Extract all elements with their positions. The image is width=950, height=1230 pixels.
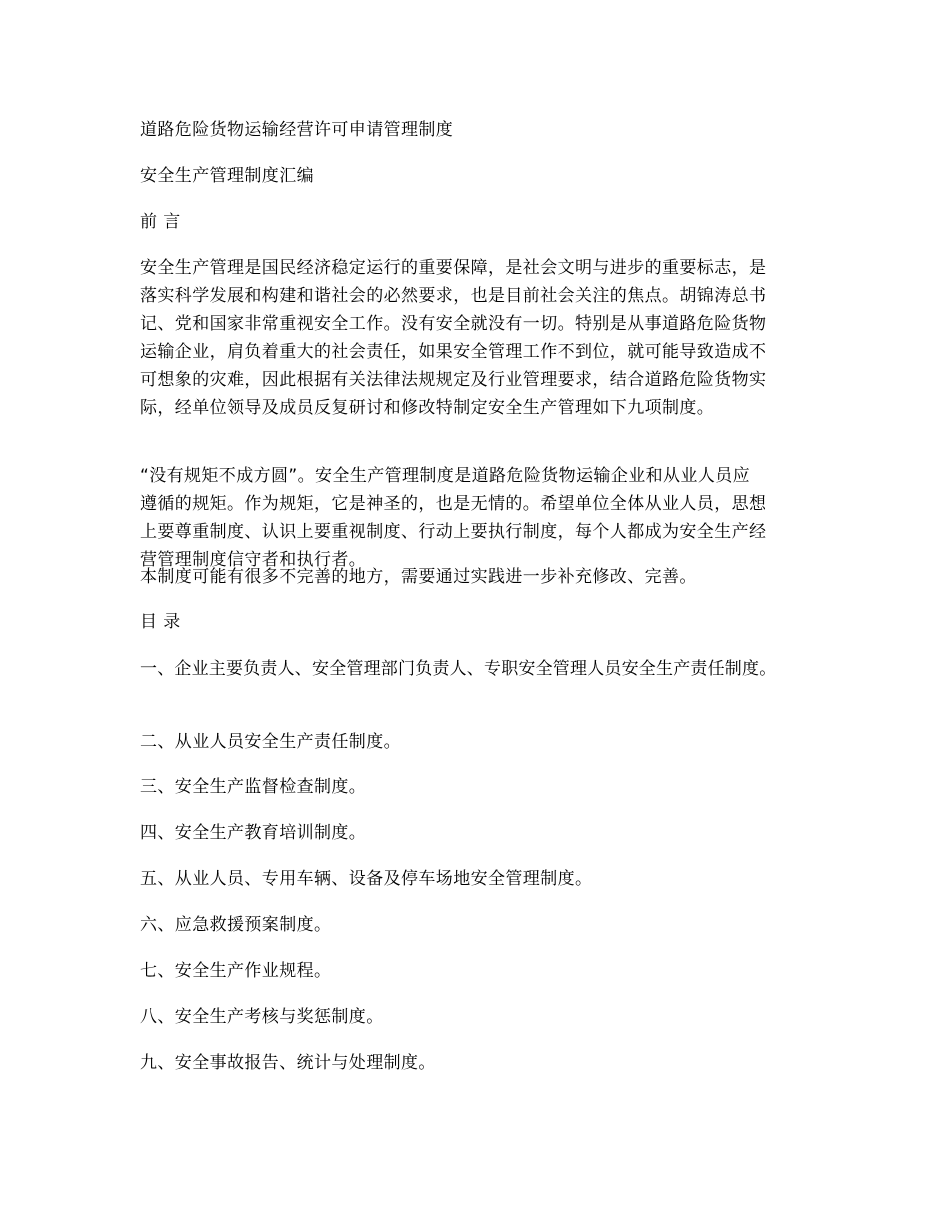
paragraph-line: 安全生产管理是国民经济稳定运行的重要保障，是社会文明与进步的重要标志，是 [140, 258, 767, 278]
toc-item: 七、安全生产作业规程。 [140, 961, 332, 981]
paragraph-line: 上要尊重制度、认识上要重视制度、行动上要执行制度，每个人都成为安全生产经 [140, 522, 767, 542]
toc-item: 四、安全生产教育培训制度。 [140, 823, 367, 843]
document-title: 道路危险货物运输经营许可申请管理制度 [140, 120, 454, 140]
paragraph-line: 际，经单位领导及成员反复研讨和修改特制定安全生产管理如下九项制度。 [140, 398, 715, 418]
paragraph-line: 运输企业，肩负着重大的社会责任，如果安全管理工作不到位，就可能导致造成不 [140, 342, 767, 362]
preface-paragraph-2 [140, 462, 820, 574]
toc-item: 三、安全生产监督检查制度。 [140, 777, 367, 797]
toc-item: 二、从业人员安全生产责任制度。 [140, 732, 401, 752]
paragraph-line: 可想象的灾难，因此根据有关法律法规规定及行业管理要求，结合道路危险货物实 [140, 370, 767, 390]
paragraph-line: 落实科学发展和构建和谐社会的必然要求，也是目前社会关注的焦点。胡锦涛总书 [140, 286, 767, 306]
toc-item: 九、安全事故报告、统计与处理制度。 [140, 1053, 436, 1073]
toc-item: 八、安全生产考核与奖惩制度。 [140, 1007, 384, 1027]
preface-heading: 前 言 [140, 212, 181, 232]
preface-paragraph-3: 本制度可能有很多不完善的地方，需要通过实践进一步补充修改、完善。 [140, 567, 697, 587]
toc-item: 五、从业人员、专用车辆、设备及停车场地安全管理制度。 [140, 869, 593, 889]
paragraph-line: “没有规矩不成方圆”。安全生产管理制度是道路危险货物运输企业和从业人员应 [140, 466, 751, 486]
toc-heading: 目 录 [140, 612, 181, 632]
toc-item: 一、企业主要负责人、安全管理部门负责人、专职安全管理人员安全生产责任制度。 [140, 659, 777, 679]
preface-paragraph-1 [140, 254, 820, 422]
document-subtitle: 安全生产管理制度汇编 [140, 166, 314, 186]
paragraph-line: 记、党和国家非常重视安全工作。没有安全就没有一切。特别是从事道路危险货物 [140, 314, 767, 334]
toc-item: 六、应急救援预案制度。 [140, 915, 332, 935]
paragraph-line: 遵循的规矩。作为规矩，它是神圣的，也是无情的。希望单位全体从业人员，思想 [140, 494, 767, 514]
paragraph-line: 营管理制度信守者和执行者。 [140, 550, 367, 570]
